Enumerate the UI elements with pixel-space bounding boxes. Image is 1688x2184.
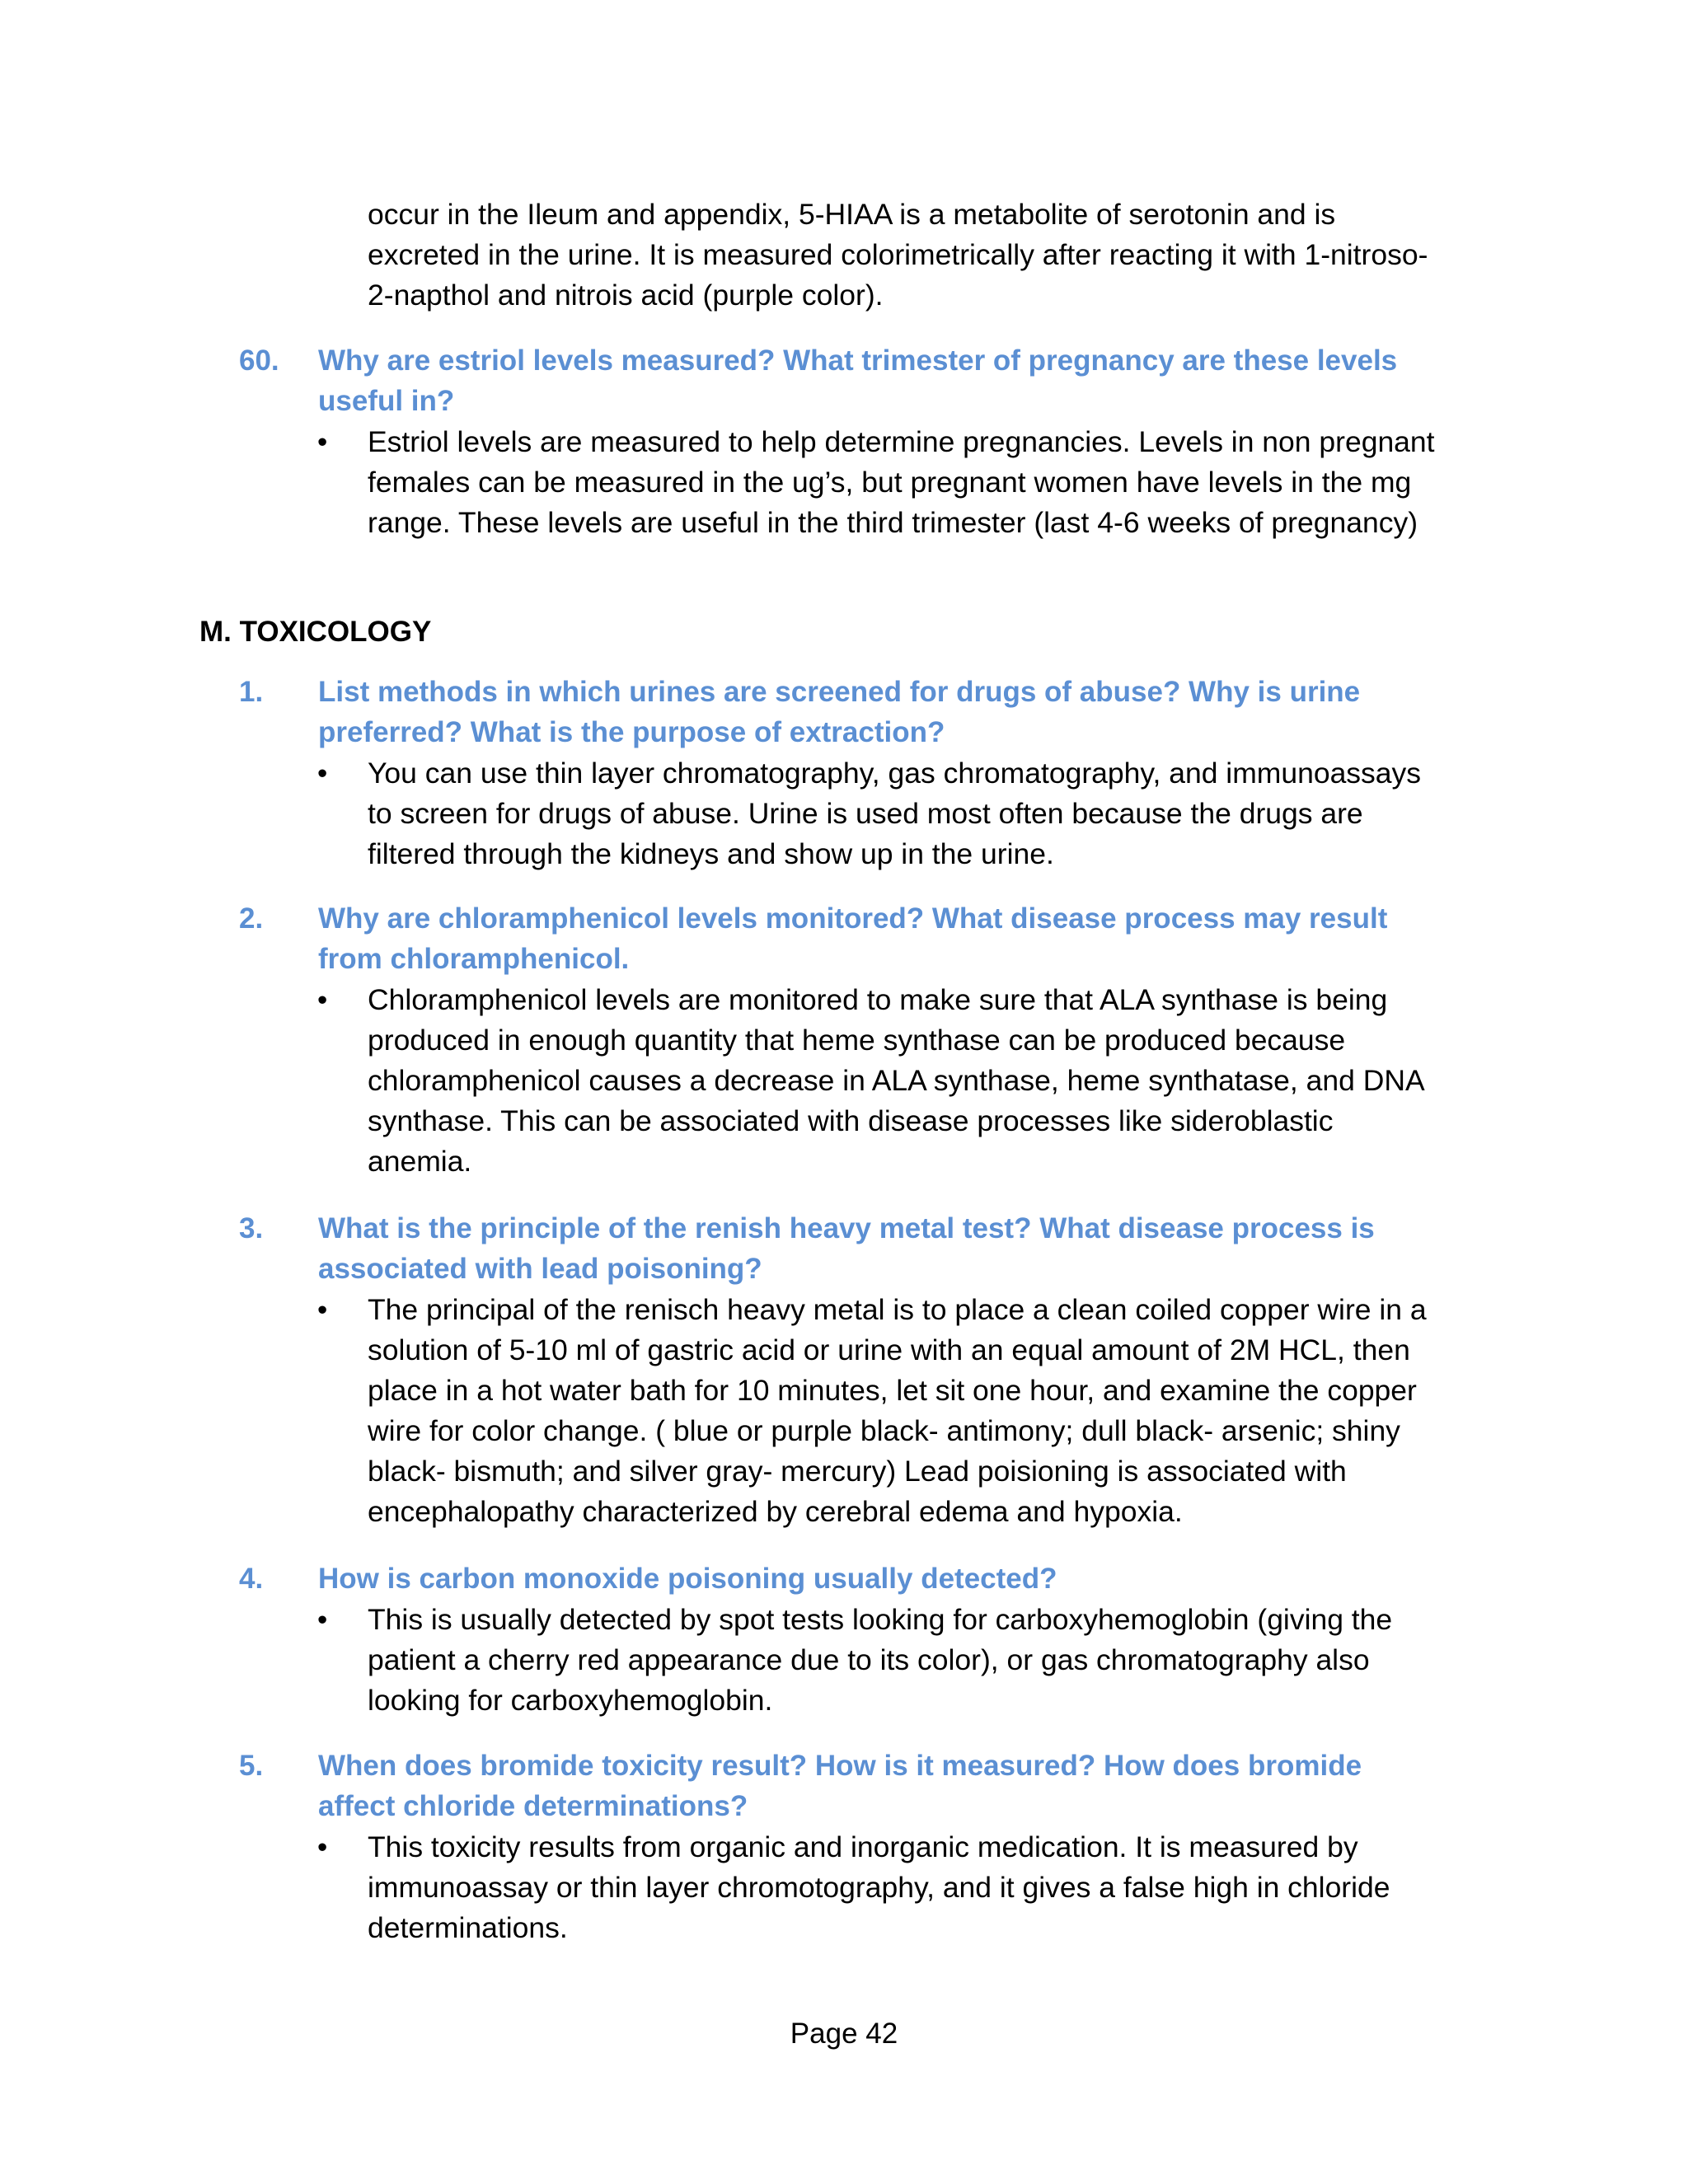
question-line: Why are estriol levels measured? What trimester of pregnancy are these levels <box>318 344 1398 377</box>
answer-line: solution of 5-10 ml of gastric acid or urine with an equal amount of 2M HCL, then <box>368 1333 1410 1366</box>
question-text <box>318 340 1489 421</box>
answer-line: You can use thin layer chromatography, gas chromatography, and immunoassays <box>368 757 1422 790</box>
question-number: 5. <box>239 1750 264 1782</box>
answer-line: wire for color change. ( blue or purple black- antimony; dull black- arsenic; shiny <box>368 1414 1400 1447</box>
answer-line: immunoassay or thin layer chromotography, and it gives a false high in chloride <box>368 1871 1390 1904</box>
continuation-line: excreted in the urine. It is measured colorimetrically after reacting it with 1-nitroso- <box>368 238 1428 271</box>
question-number: 4. <box>239 1563 264 1595</box>
answer-text <box>368 422 1505 543</box>
bullet-icon: • <box>317 1831 328 1863</box>
question-line: When does bromide toxicity result? How is it measured? How does bromide <box>318 1750 1362 1782</box>
answer-line: black- bismuth; and silver gray- mercury) Lead poisioning is associated with <box>368 1455 1347 1488</box>
bullet-icon: • <box>317 757 328 790</box>
question-line: useful in? <box>318 385 455 417</box>
answer-line: filtered through the kidneys and show up in the urine. <box>368 837 1054 870</box>
question-text <box>318 1746 1489 1826</box>
answer-line: range. These levels are useful in the third trimester (last 4-6 weeks of pregnancy) <box>368 506 1418 539</box>
question-line: Why are chloramphenicol levels monitored? What disease process may result <box>318 902 1388 935</box>
question-line: How is carbon monoxide poisoning usually detected? <box>318 1563 1057 1595</box>
continuation-line: occur in the Ileum and appendix, 5-HIAA is a metabolite of serotonin and is <box>368 198 1336 231</box>
answer-text <box>368 1600 1505 1721</box>
bullet-icon: • <box>317 426 328 458</box>
question-number: 1. <box>239 676 264 708</box>
question-line: associated with lead poisoning? <box>318 1253 762 1285</box>
question-text <box>318 1208 1489 1289</box>
answer-line: place in a hot water bath for 10 minutes, let sit one hour, and examine the copper <box>368 1374 1417 1407</box>
question-text <box>318 672 1489 752</box>
answer-line: Chloramphenicol levels are monitored to make sure that ALA synthase is being <box>368 983 1388 1016</box>
answer-line: produced in enough quantity that heme synthase can be produced because <box>368 1024 1346 1057</box>
answer-line: chloramphenicol causes a decrease in ALA synthase, heme synthatase, and DNA <box>368 1064 1425 1097</box>
question-line: List methods in which urines are screened for drugs of abuse? Why is urine <box>318 676 1361 708</box>
question-text <box>318 1558 1489 1599</box>
answer-text <box>368 980 1505 1182</box>
answer-text <box>368 753 1505 874</box>
section-heading: M. TOXICOLOGY <box>199 616 432 648</box>
bullet-icon: • <box>317 1294 328 1326</box>
continuation-line: 2-napthol and nitrois acid (purple color). <box>368 279 884 312</box>
question-number: 2. <box>239 902 264 935</box>
question-text <box>318 898 1489 979</box>
question-number: 60. <box>239 344 279 377</box>
answer-line: patient a cherry red appearance due to its color), or gas chromatography also <box>368 1643 1370 1676</box>
answer-line: This toxicity results from organic and inorganic medication. It is measured by <box>368 1830 1358 1863</box>
answer-line: anemia. <box>368 1145 472 1178</box>
answer-line: females can be measured in the ug’s, but pregnant women have levels in the mg <box>368 466 1412 499</box>
question-line: What is the principle of the renish heavy metal test? What disease process is <box>318 1212 1375 1244</box>
answer-line: This is usually detected by spot tests looking for carboxyhemoglobin (giving the <box>368 1603 1393 1636</box>
answer-line: determinations. <box>368 1911 568 1944</box>
question-line: preferred? What is the purpose of extraction? <box>318 716 945 748</box>
answer-line: looking for carboxyhemoglobin. <box>368 1684 773 1717</box>
answer-line: to screen for drugs of abuse. Urine is used most often because the drugs are <box>368 797 1363 830</box>
page-number: Page 42 <box>790 2018 898 2050</box>
answer-text <box>368 1827 1505 1948</box>
answer-line: The principal of the renisch heavy metal is to place a clean coiled copper wire in a <box>368 1293 1427 1326</box>
answer-line: synthase. This can be associated with disease processes like sideroblastic <box>368 1104 1334 1137</box>
answer-text <box>368 1290 1505 1532</box>
answer-line: encephalopathy characterized by cerebral edema and hypoxia. <box>368 1495 1183 1528</box>
bullet-icon: • <box>317 984 328 1016</box>
question-line: from chloramphenicol. <box>318 943 630 975</box>
continuation-paragraph <box>368 194 1497 316</box>
question-line: affect chloride determinations? <box>318 1790 748 1822</box>
bullet-icon: • <box>317 1604 328 1636</box>
question-number: 3. <box>239 1212 264 1244</box>
answer-line: Estriol levels are measured to help determine pregnancies. Levels in non pregnant <box>368 425 1435 458</box>
